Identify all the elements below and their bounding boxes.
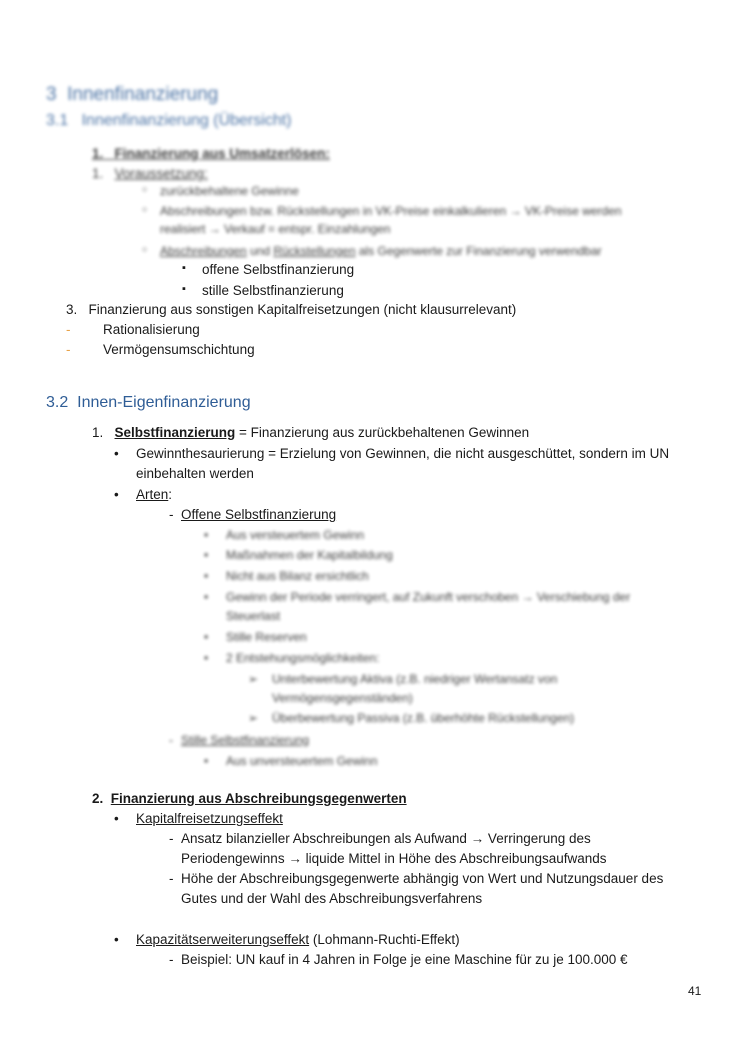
list-item: • Aus unversteuertem Gewinn [226, 754, 377, 768]
list-item: 1. Voraussetzung: [92, 166, 208, 181]
list-item: ➢ Unterbewertung Aktiva (z.B. niedriger Wertansatz von [272, 672, 557, 686]
list-item-continuation: Periodengewinns → liquide Mittel in Höhe des Abschreibungsaufwands [181, 851, 607, 866]
list-item: • Gewinn der Periode verringert, auf Zukunft verschoben → Verschiebung der [226, 590, 630, 604]
list-item: - Ansatz bilanzieller Abschreibungen als Aufwand → Verringerung des [181, 831, 591, 846]
list-item: • Aus versteuertem Gewinn [226, 528, 364, 542]
page-number: 41 [688, 984, 702, 998]
list-item-continuation: realisiert → Verkauf = entspr. Einzahlungen [160, 222, 391, 236]
list-item: ▪ offene Selbstfinanzierung [202, 262, 354, 277]
list-item: ➢ Überbewertung Passiva (z.B. überhöhte Rückstellungen) [272, 711, 574, 725]
list-item: ▪ stille Selbstfinanzierung [202, 283, 344, 298]
list-item: - Höhe der Abschreibungsgegenwerte abhängig von Wert und Nutzungsdauer des [181, 871, 663, 886]
section-3-1-number: 3.1 [46, 112, 69, 129]
list-item-continuation: einbehalten werden [136, 466, 254, 481]
list-item: 1. Finanzierung aus Umsatzerlösen: [92, 146, 330, 161]
list-item: • Kapazitätserweiterungseffekt (Lohmann-Ruchti-Effekt) [136, 932, 460, 947]
list-item: 1. Selbstfinanzierung = Finanzierung aus zurückbehaltenen Gewinnen [92, 425, 530, 440]
list-item: ○ Abschreibungen bzw. Rückstellungen in VK-Preise einkalkulieren → VK-Preise werden [160, 204, 622, 218]
section-3-2-heading [46, 394, 251, 412]
list-item: • Maßnahmen der Kapitalbildung [226, 548, 393, 562]
list-item: 3. Finanzierung aus sonstigen Kapitalfreisetzungen (nicht klausurrelevant) [66, 302, 517, 317]
section-3-1-heading [46, 112, 291, 130]
list-item: - Rationalisierung [66, 322, 200, 337]
list-item: • Stille Reserven [226, 630, 307, 644]
list-item: - Offene Selbstfinanzierung [181, 507, 336, 522]
list-item: 2. Finanzierung aus Abschreibungsgegenwerten [92, 791, 407, 806]
list-item: • Gewinnthesaurierung = Erzielung von Gewinnen, die nicht ausgeschüttet, sondern im UN [136, 446, 669, 461]
list-item: - Vermögensumschichtung [66, 342, 255, 357]
section-3-heading [46, 84, 218, 106]
section-3-1-title: Innenfinanzierung (Übersicht) [81, 112, 292, 129]
list-item: - Stille Selbstfinanzierung [181, 733, 309, 747]
list-item-continuation: Gutes und der Wahl des Abschreibungsverfahrens [181, 891, 483, 906]
list-item: ○ Abschreibungen und Rückstellungen als Gegenwerte zur Finanzierung verwendbar [160, 244, 602, 258]
list-item-continuation: Steuerlast [226, 609, 281, 623]
list-item-continuation: Vermögensgegenständen) [272, 691, 413, 705]
section-3-title: Innenfinanzierung [67, 84, 219, 105]
list-item: • Kapitalfreisetzungseffekt [136, 811, 283, 826]
list-item: • Arten: [136, 487, 172, 502]
section-3-2-title: Innen-Eigenfinanzierung [77, 394, 251, 411]
list-item: • 2 Entstehungsmöglichkeiten: [226, 651, 379, 665]
section-3-number: 3 [46, 84, 57, 105]
section-3-2-number: 3.2 [46, 394, 69, 411]
list-item: - Beispiel: UN kauf in 4 Jahren in Folge je eine Maschine für zu je 100.000 € [181, 952, 628, 967]
list-item: • Nicht aus Bilanz ersichtlich [226, 569, 369, 583]
list-item: ○ zurückbehaltene Gewinne [160, 184, 299, 198]
